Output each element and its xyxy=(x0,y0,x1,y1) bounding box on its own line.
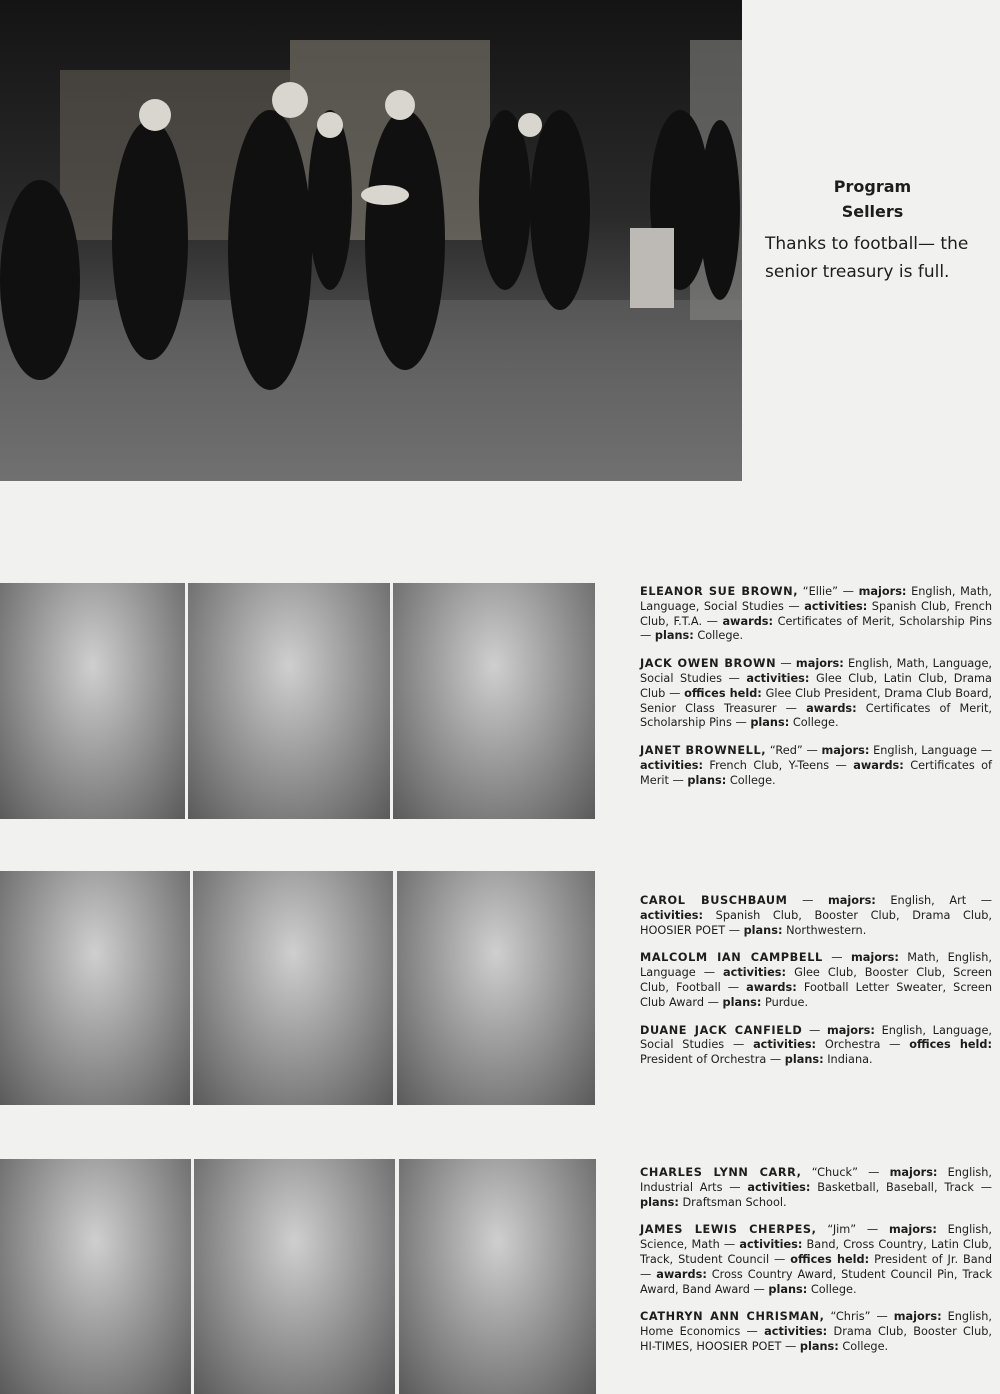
bio-field-value: Football Letter Sweater, Screen Club Award xyxy=(640,980,992,1009)
bio-field-label: awards: xyxy=(806,701,857,715)
caption-text: Thanks to football— the senior treasury is full. xyxy=(765,234,969,282)
bio-field-value: French Club, Y-Teens xyxy=(709,758,830,772)
bio-field-value: Math, English, Language xyxy=(640,951,992,980)
bio-field-label: activities: xyxy=(764,1325,828,1339)
bio-field-label: plans: xyxy=(750,716,790,730)
bio-entry: CAROL BUSCHBAUM — majors: English, Art — activities: Spanish Club, Booster Club, Drama Club, HOOSIER POET — plans: Northwestern. xyxy=(640,894,993,937)
student-nickname: “Ellie” xyxy=(802,585,838,598)
bio-field-label: majors: xyxy=(851,951,899,965)
bio-field-label: activities: xyxy=(747,1180,811,1194)
bio-field-label: majors: xyxy=(821,744,870,758)
bio-field-label: activities: xyxy=(739,1238,803,1252)
bio-field-value: Certificates of Merit xyxy=(640,758,993,787)
student-nickname: “Chuck” xyxy=(811,1166,858,1179)
bio-entry: MALCOLM IAN CAMPBELL — majors: Math, English, Language — activities: Glee Club, Booster Club, Screen Club, Football — awards: Football Letter Sweater, Screen Club Award — plans: Purdue. xyxy=(640,951,993,1009)
bio-entry: ELEANOR SUE BROWN, “Ellie” — majors: English, Math, Language, Social Studies — activities: Spanish Club, French Club, F.T.A. — awards: Certificates of Merit, Scholarship Pins — plans: College. xyxy=(640,585,993,643)
bio-field-value: Orchestra xyxy=(824,1038,881,1052)
bio-field-label: majors: xyxy=(893,1310,942,1324)
bio-field-label: plans: xyxy=(768,1282,808,1296)
student-name: CATHRYN ANN CHRISMAN, xyxy=(640,1310,825,1324)
bio-field-value: College. xyxy=(792,716,839,730)
student-name: JAMES LEWIS CHERPES, xyxy=(640,1223,817,1237)
bio-field-value: English, Language, Social Studies xyxy=(640,1023,992,1052)
bio-field-label: plans: xyxy=(743,923,783,937)
bio-field-value: Glee Club, Latin Club, Drama Club xyxy=(640,671,992,700)
bio-field-label: plans: xyxy=(799,1339,839,1353)
bio-field-label: plans: xyxy=(722,995,762,1009)
bio-field-value: English, Art xyxy=(890,894,967,907)
bio-field-label: offices held: xyxy=(909,1038,993,1052)
portrait-cathryn-ann-chrisman xyxy=(399,1159,596,1394)
bio-block-row-2 xyxy=(640,894,992,1081)
student-name: CAROL BUSCHBAUM xyxy=(640,894,788,907)
bio-field-label: plans: xyxy=(784,1053,824,1067)
student-name: JACK OWEN BROWN xyxy=(640,657,777,671)
bio-entry: JACK OWEN BROWN — majors: English, Math, Language, Social Studies — activities: Glee Club, Latin Club, Drama Club — offices held: Glee Club President, Drama Club Board, Senior Class Treasurer — awards: Certificates of Merit, Scholarship Pins — plans: College. xyxy=(640,657,993,730)
bio-field-label: awards: xyxy=(853,758,904,772)
bio-field-label: awards: xyxy=(746,980,797,994)
bio-field-label: activities: xyxy=(640,758,704,772)
bio-block-row-3 xyxy=(640,1166,992,1368)
caption-title-line1: Program xyxy=(833,177,912,196)
bio-field-value: Glee Club, Booster Club, Screen Club, Football xyxy=(640,966,993,994)
bio-field-value: Glee Club President, Drama Club Board, Senior Class Treasurer xyxy=(640,686,992,715)
bio-field-label: majors: xyxy=(827,1023,875,1037)
caption-title xyxy=(765,174,980,224)
portrait-james-lewis-cherpes xyxy=(194,1159,395,1394)
student-name: ELEANOR SUE BROWN, xyxy=(640,585,799,598)
bio-field-value: English, Industrial Arts xyxy=(640,1166,992,1194)
bio-field-label: awards: xyxy=(722,614,774,628)
bio-field-value: Spanish Club, Booster Club, Drama Club, HOOSIER POET xyxy=(640,908,992,937)
student-name: DUANE JACK CANFIELD xyxy=(640,1023,803,1037)
portrait-malcolm-ian-campbell xyxy=(193,871,393,1105)
student-name: JANET BROWNELL, xyxy=(640,744,767,758)
bio-field-label: offices held: xyxy=(790,1252,870,1266)
bio-field-value: Spanish Club, French Club, F.T.A. xyxy=(640,599,992,628)
bio-field-label: offices held: xyxy=(684,686,762,700)
portrait-carol-buschbaum xyxy=(0,871,190,1105)
bio-field-value: College. xyxy=(729,773,776,787)
student-name: MALCOLM IAN CAMPBELL xyxy=(640,951,823,965)
bio-field-label: majors: xyxy=(858,585,907,598)
bio-field-value: Certificates of Merit, Scholarship Pins xyxy=(777,614,992,628)
bio-field-value: Certificates of Merit, Scholarship Pins xyxy=(640,701,993,730)
bio-entry: CHARLES LYNN CARR, “Chuck” — majors: English, Industrial Arts — activities: Basketball, Baseball, Track — plans: Draftsman School. xyxy=(640,1166,993,1209)
bio-field-label: activities: xyxy=(753,1038,817,1052)
student-nickname: “Chris” xyxy=(830,1310,871,1324)
student-nickname: “Jim” xyxy=(827,1223,857,1237)
bio-field-value: Northwestern. xyxy=(786,923,867,937)
program-sellers-photo xyxy=(0,0,742,481)
bio-field-value: Drama Club, Booster Club, HI-TIMES, HOOSIER POET xyxy=(640,1325,992,1353)
bio-field-label: majors: xyxy=(889,1223,937,1237)
bio-field-value: English, Math, Language, Social Studies xyxy=(640,585,993,613)
bio-field-value: English, Home Economics xyxy=(640,1310,993,1339)
bio-field-label: plans: xyxy=(687,773,727,787)
bio-field-label: majors: xyxy=(795,657,844,671)
bio-field-value: English, Language xyxy=(873,744,977,758)
bio-block-row-1 xyxy=(640,585,992,802)
bio-field-value: Purdue. xyxy=(764,995,809,1009)
bio-entry: CATHRYN ANN CHRISMAN, “Chris” — majors: English, Home Economics — activities: Drama Club, Booster Club, HI-TIMES, HOOSIER POET — plans: College. xyxy=(640,1310,993,1353)
bio-field-value: President of Orchestra xyxy=(640,1053,767,1067)
bio-field-label: plans: xyxy=(654,629,694,643)
student-nickname: “Red” xyxy=(769,744,803,758)
bio-field-value: Cross Country Award, Student Council Pin, Track Award, Band Award xyxy=(640,1267,993,1296)
bio-field-value: Band, Cross Country, Latin Club, Track, Student Council xyxy=(640,1238,992,1266)
bio-field-value: Basketball, Baseball, Track xyxy=(817,1180,974,1194)
student-name: CHARLES LYNN CARR, xyxy=(640,1166,802,1179)
bio-field-value: Draftsman School. xyxy=(682,1195,787,1209)
bio-entry: JANET BROWNELL, “Red” — majors: English, Language — activities: French Club, Y-Teens — awards: Certificates of Merit — plans: College. xyxy=(640,744,993,787)
bio-field-value: College. xyxy=(842,1339,889,1353)
bio-field-label: majors: xyxy=(827,894,876,907)
bio-entry: JAMES LEWIS CHERPES, “Jim” — majors: English, Science, Math — activities: Band, Cross Country, Latin Club, Track, Student Council — offices held: President of Jr. Band — awards: Cross Country Award, Student Council Pin, Track Award, Band Award — plans: College. xyxy=(640,1223,993,1296)
bio-field-label: activities: xyxy=(640,908,704,922)
bio-field-value: English, Math, Language, Social Studies xyxy=(640,657,992,685)
bio-field-value: College. xyxy=(697,629,744,643)
bio-field-label: activities: xyxy=(723,966,787,980)
portrait-jack-owen-brown xyxy=(188,583,390,819)
bio-field-value: College. xyxy=(810,1282,857,1296)
bio-field-value: President of Jr. Band xyxy=(874,1252,992,1266)
bio-entry: DUANE JACK CANFIELD — majors: English, Language, Social Studies — activities: Orchestra — offices held: President of Orchestra — plans: Indiana. xyxy=(640,1023,993,1067)
bio-field-label: activities: xyxy=(804,599,868,613)
portrait-duane-jack-canfield xyxy=(397,871,595,1105)
bio-field-label: awards: xyxy=(656,1267,707,1281)
portrait-charles-lynn-carr xyxy=(0,1159,191,1394)
bio-field-value: Indiana. xyxy=(827,1053,873,1067)
bio-field-label: plans: xyxy=(640,1195,679,1209)
bio-field-value: English, Science, Math xyxy=(640,1223,992,1252)
portrait-janet-brownell xyxy=(393,583,595,819)
bio-field-label: activities: xyxy=(746,671,810,685)
portrait-eleanor-sue-brown xyxy=(0,583,185,819)
caption-title-line2: Sellers xyxy=(841,202,904,221)
bio-field-label: majors: xyxy=(889,1166,938,1179)
photo-caption xyxy=(765,174,990,286)
